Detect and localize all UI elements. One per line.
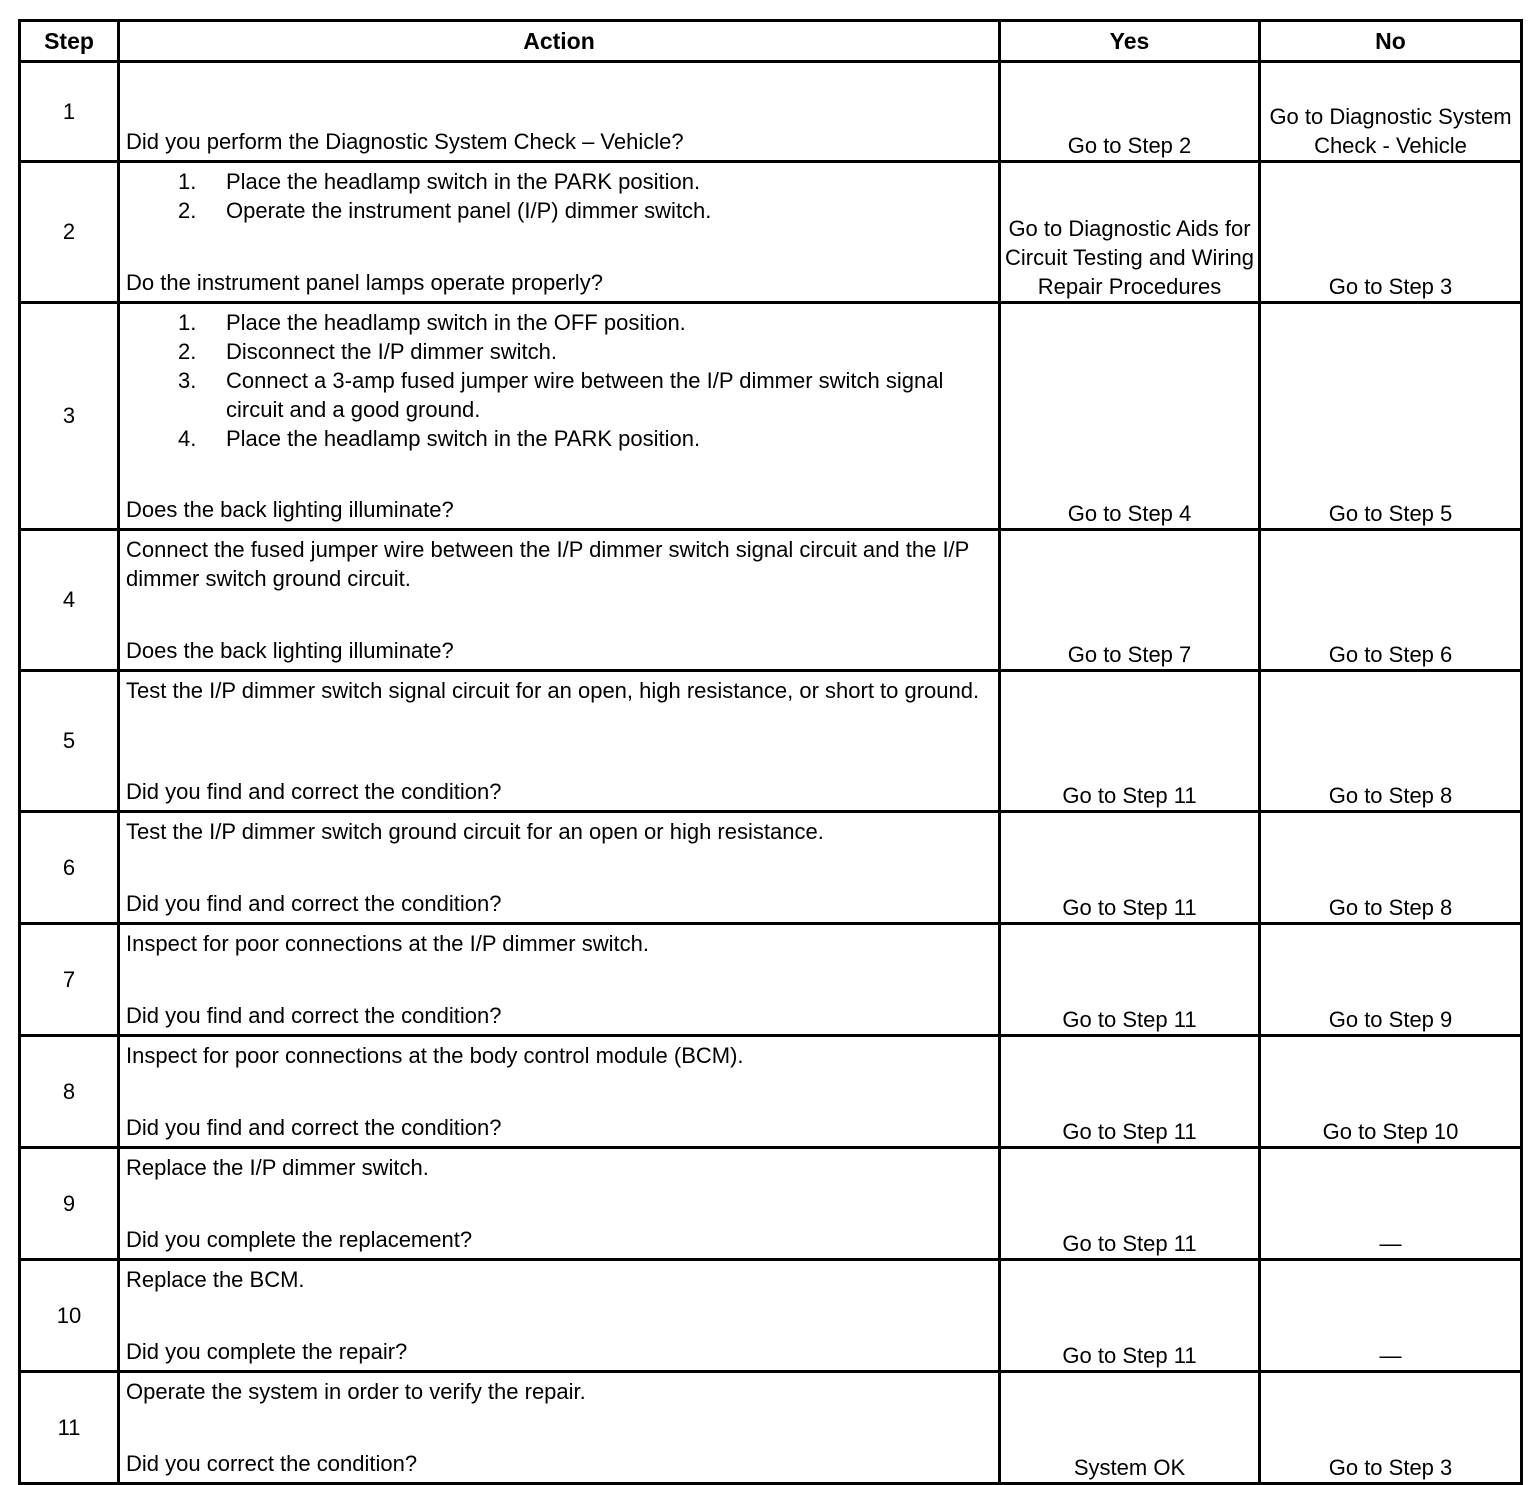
- step-number: 7: [20, 924, 119, 1036]
- no-result: Go to Step 3: [1260, 1372, 1522, 1484]
- table-row: [20, 303, 1522, 530]
- no-result: Go to Step 8: [1260, 671, 1522, 812]
- yes-result: Go to Step 11: [1000, 924, 1260, 1036]
- action-instructions: [126, 1041, 992, 1070]
- action-question: Did you correct the condition?: [126, 1451, 418, 1476]
- action-content: [120, 813, 998, 922]
- step-number: 4: [20, 530, 119, 671]
- action-instructions: [126, 929, 992, 958]
- step-number: 6: [20, 812, 119, 924]
- no-result: —: [1260, 1148, 1522, 1260]
- action-text: Test the I/P dimmer switch ground circuit for an open or high resistance.: [126, 819, 824, 844]
- yes-result: Go to Step 11: [1000, 1260, 1260, 1372]
- action-text: Inspect for poor connections at the body control module (BCM).: [126, 1043, 744, 1068]
- instruction-list: [126, 167, 992, 225]
- action-question: Did you complete the repair?: [126, 1339, 408, 1364]
- action-text: Replace the BCM.: [126, 1267, 305, 1292]
- action-question: Did you complete the replacement?: [126, 1227, 473, 1252]
- action-instructions: [126, 817, 992, 846]
- yes-result: System OK: [1000, 1372, 1260, 1484]
- yes-result: Go to Step 11: [1000, 1148, 1260, 1260]
- step-number: 10: [20, 1260, 119, 1372]
- action-instructions: [126, 1153, 992, 1182]
- action-cell: [119, 1148, 1000, 1260]
- step-number: 3: [20, 303, 119, 530]
- step-number: 1: [20, 62, 119, 162]
- list-item-text: Connect a 3-amp fused jumper wire between the I/P dimmer switch signal circuit and a good ground.: [226, 368, 944, 422]
- no-result: Go to Step 9: [1260, 924, 1522, 1036]
- action-instructions: [126, 1265, 992, 1294]
- step-number: 8: [20, 1036, 119, 1148]
- no-result: Go to Step 5: [1260, 303, 1522, 530]
- table-row: [20, 671, 1522, 812]
- list-item-number: 2.: [178, 198, 197, 223]
- no-result: Go to Step 3: [1260, 162, 1522, 303]
- action-content: [120, 672, 998, 810]
- yes-result: Go to Step 11: [1000, 1036, 1260, 1148]
- table-row: [20, 162, 1522, 303]
- list-item: [178, 424, 992, 453]
- list-item-text: Disconnect the I/P dimmer switch.: [226, 339, 557, 364]
- action-content: [120, 63, 998, 160]
- header-yes: Yes: [1000, 21, 1260, 62]
- action-content: [120, 1149, 998, 1258]
- action-question: Did you find and correct the condition?: [126, 1003, 502, 1028]
- action-content: [120, 925, 998, 1034]
- action-cell: [119, 1260, 1000, 1372]
- action-question: Does the back lighting illuminate?: [126, 497, 454, 522]
- no-result: —: [1260, 1260, 1522, 1372]
- diagnostic-table: [18, 19, 1523, 1485]
- no-result: Go to Step 10: [1260, 1036, 1522, 1148]
- header-row: [20, 21, 1522, 62]
- header-action: Action: [119, 21, 1000, 62]
- yes-result: Go to Diagnostic Aids for Circuit Testing and Wiring Repair Procedures: [1000, 162, 1260, 303]
- no-result: Go to Step 8: [1260, 812, 1522, 924]
- action-cell: [119, 530, 1000, 671]
- action-instructions: [126, 1377, 992, 1406]
- list-item-text: Place the headlamp switch in the OFF position.: [226, 310, 686, 335]
- yes-result: Go to Step 2: [1000, 62, 1260, 162]
- action-content: [120, 531, 998, 669]
- action-cell: [119, 1036, 1000, 1148]
- action-content: [120, 304, 998, 528]
- action-question: Does the back lighting illuminate?: [126, 638, 454, 663]
- list-item-text: Place the headlamp switch in the PARK position.: [226, 426, 701, 451]
- action-instructions: [126, 676, 992, 705]
- yes-result: Go to Step 7: [1000, 530, 1260, 671]
- list-item-number: 2.: [178, 339, 197, 364]
- list-item-text: Operate the instrument panel (I/P) dimmer switch.: [226, 198, 712, 223]
- action-cell: [119, 924, 1000, 1036]
- action-text: Inspect for poor connections at the I/P dimmer switch.: [126, 931, 649, 956]
- action-question: Did you find and correct the condition?: [126, 891, 502, 916]
- list-item-number: 1.: [178, 310, 197, 335]
- action-text: Test the I/P dimmer switch signal circuit for an open, high resistance, or short to ground.: [126, 678, 980, 703]
- list-item: [178, 366, 992, 424]
- step-number: 11: [20, 1372, 119, 1484]
- list-item-number: 4.: [178, 426, 197, 451]
- table-row: [20, 812, 1522, 924]
- list-item: [178, 167, 992, 196]
- action-cell: [119, 303, 1000, 530]
- action-content: [120, 1373, 998, 1482]
- list-item: [178, 308, 992, 337]
- list-item: [178, 196, 992, 225]
- action-text: Replace the I/P dimmer switch.: [126, 1155, 429, 1180]
- table-row: [20, 1036, 1522, 1148]
- action-content: [120, 1261, 998, 1370]
- action-question: Did you perform the Diagnostic System Check – Vehicle?: [126, 129, 684, 154]
- header-step: Step: [20, 21, 119, 62]
- table-row: [20, 924, 1522, 1036]
- list-item-text: Place the headlamp switch in the PARK position.: [226, 169, 701, 194]
- list-item-number: 3.: [178, 368, 197, 393]
- action-cell: [119, 812, 1000, 924]
- action-instructions: [126, 308, 992, 453]
- action-content: [120, 163, 998, 301]
- table-row: [20, 1148, 1522, 1260]
- action-instructions: [126, 167, 992, 225]
- action-content: [120, 1037, 998, 1146]
- action-cell: [119, 1372, 1000, 1484]
- action-cell: [119, 162, 1000, 303]
- table-row: [20, 1372, 1522, 1484]
- step-number: 9: [20, 1148, 119, 1260]
- action-question: Do the instrument panel lamps operate properly?: [126, 270, 603, 295]
- action-text: Connect the fused jumper wire between the I/P dimmer switch signal circuit and the I/P dimmer switch ground circuit.: [126, 537, 969, 591]
- action-text: Operate the system in order to verify the repair.: [126, 1379, 586, 1404]
- action-question: Did you find and correct the condition?: [126, 779, 502, 804]
- yes-result: Go to Step 11: [1000, 812, 1260, 924]
- header-no: No: [1260, 21, 1522, 62]
- table-row: [20, 530, 1522, 671]
- step-number: 2: [20, 162, 119, 303]
- action-cell: [119, 671, 1000, 812]
- list-item: [178, 337, 992, 366]
- no-result: Go to Step 6: [1260, 530, 1522, 671]
- list-item-number: 1.: [178, 169, 197, 194]
- step-number: 5: [20, 671, 119, 812]
- table-row: [20, 62, 1522, 162]
- yes-result: Go to Step 4: [1000, 303, 1260, 530]
- action-instructions: [126, 535, 992, 593]
- no-result: Go to Diagnostic System Check - Vehicle: [1260, 62, 1522, 162]
- action-cell: [119, 62, 1000, 162]
- instruction-list: [126, 308, 992, 453]
- yes-result: Go to Step 11: [1000, 671, 1260, 812]
- table-row: [20, 1260, 1522, 1372]
- action-question: Did you find and correct the condition?: [126, 1115, 502, 1140]
